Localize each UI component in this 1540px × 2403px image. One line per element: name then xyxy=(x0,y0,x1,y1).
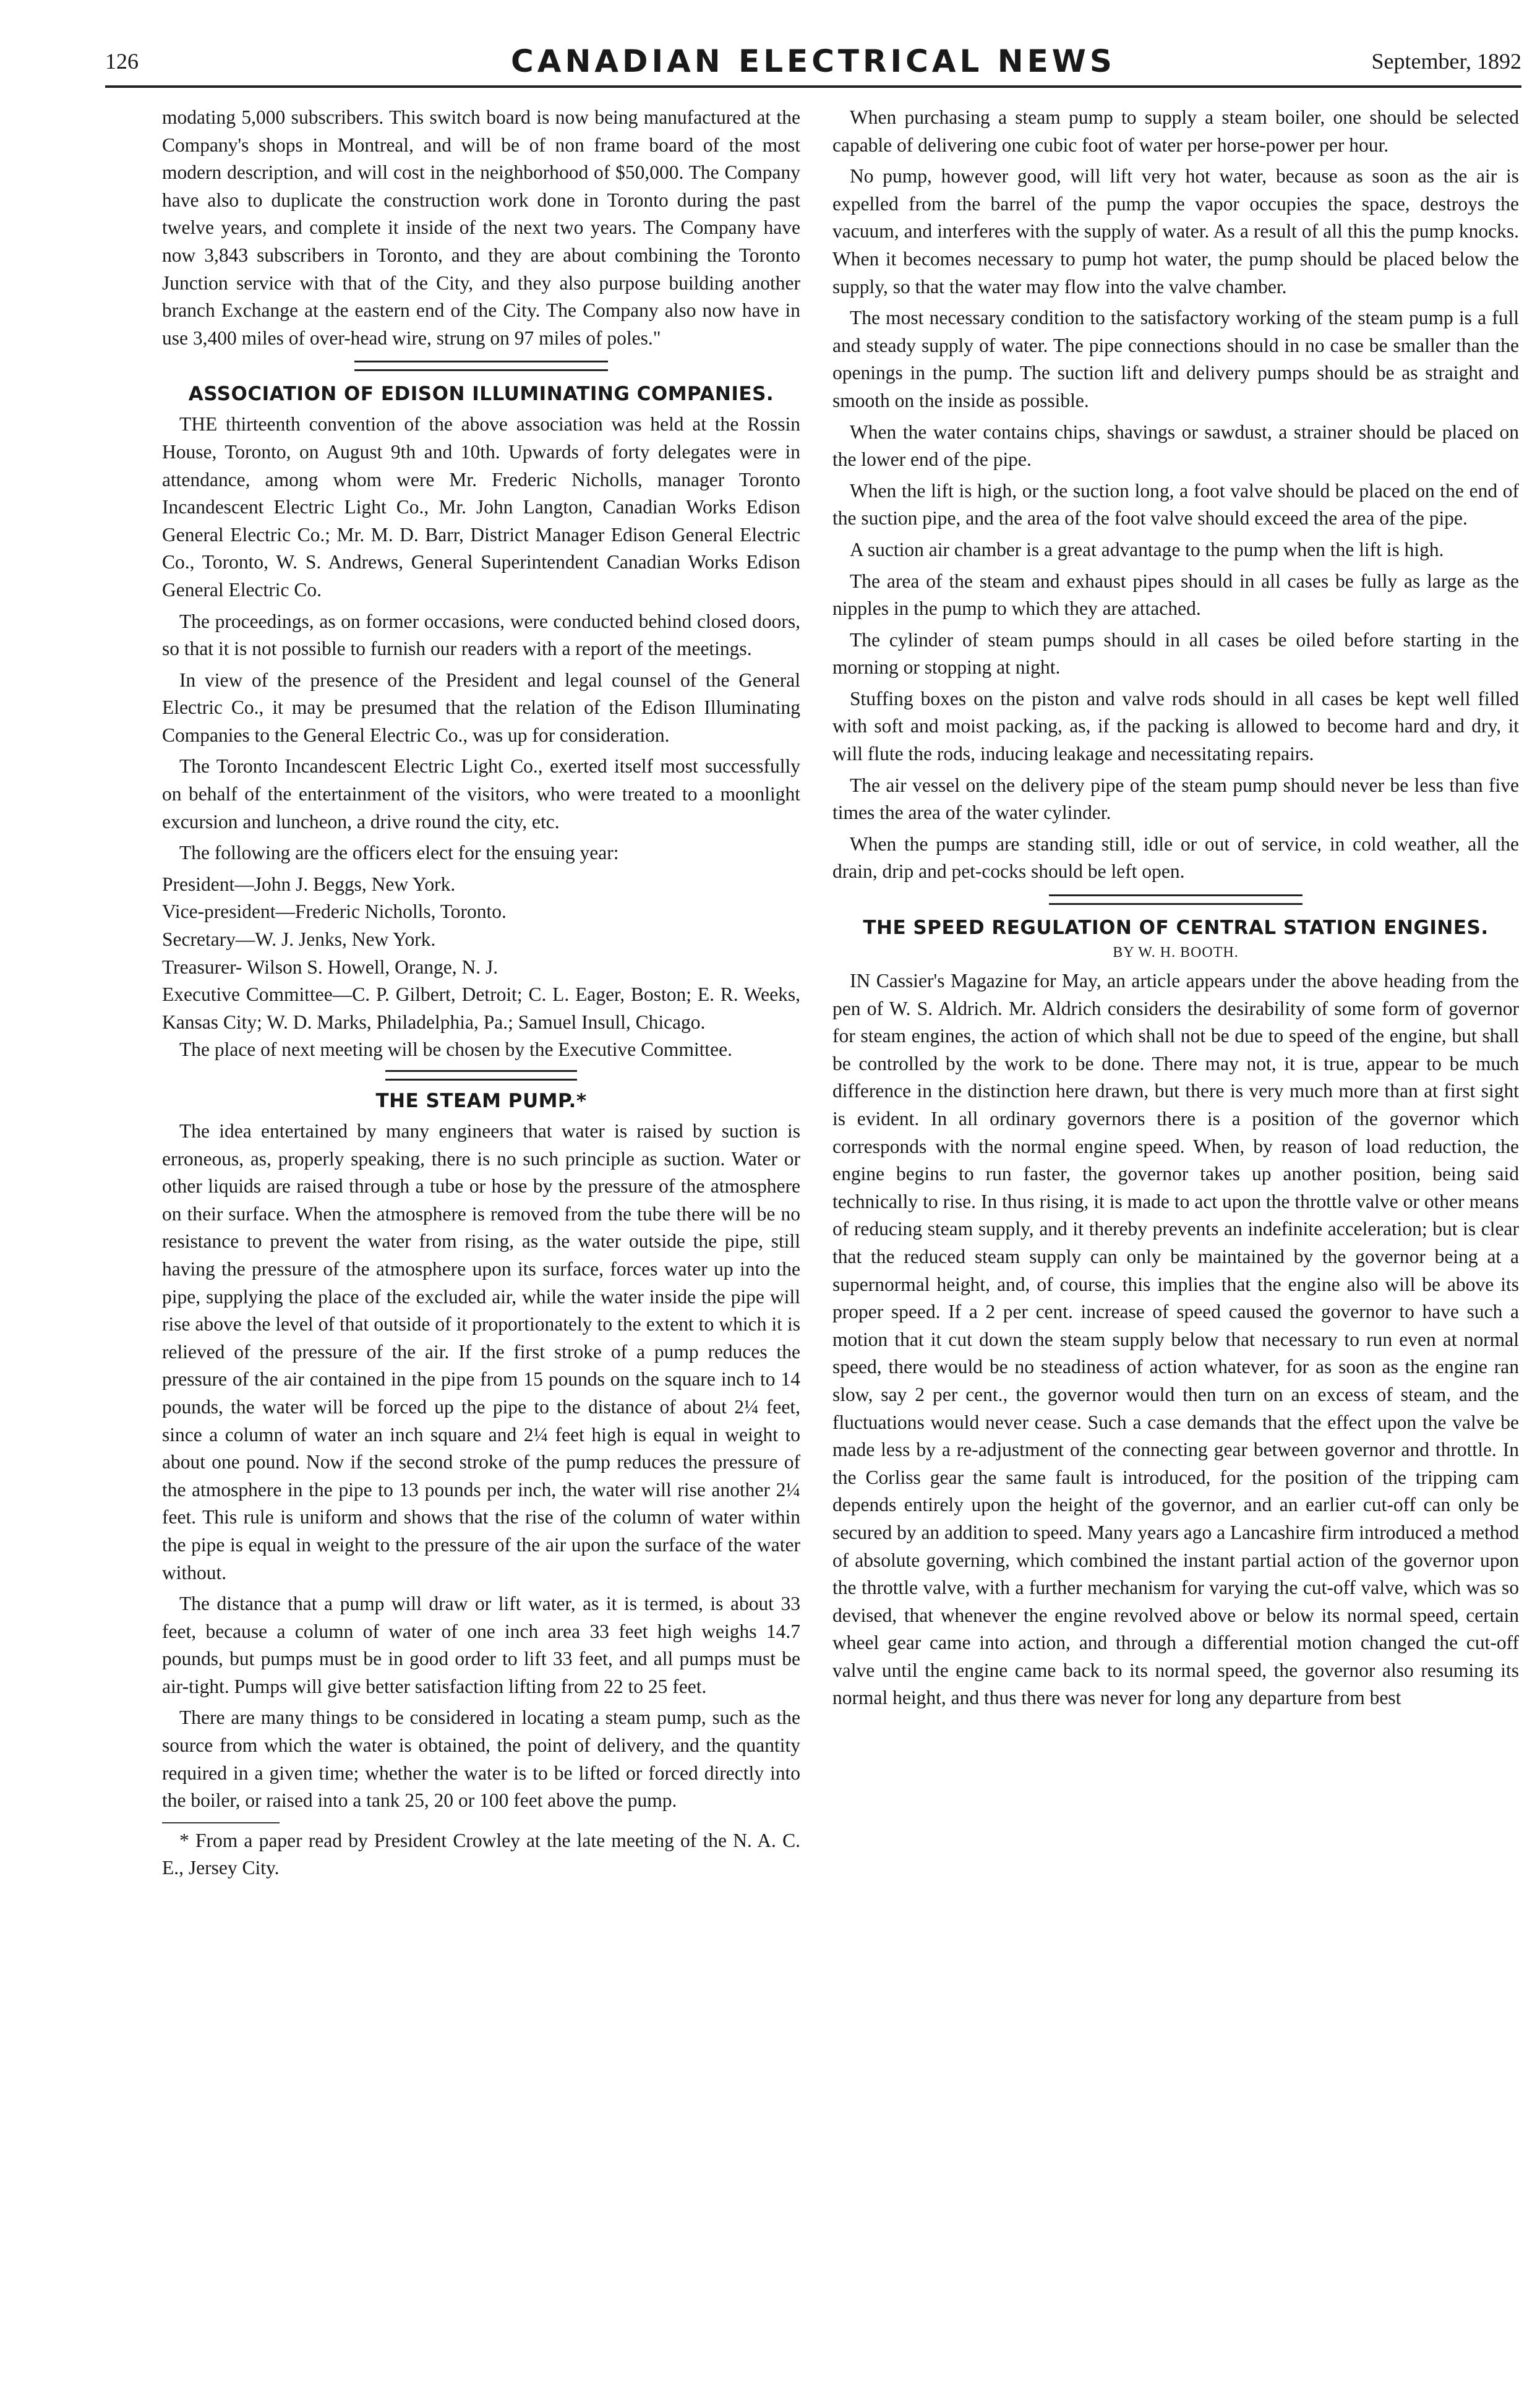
edison-paragraph: The following are the officers elect for the ensuing year: xyxy=(179,842,619,864)
left-column xyxy=(162,104,800,1886)
officer-treasurer: Treasurer- Wilson S. Howell, Orange, N. J. xyxy=(162,956,498,978)
steam-pump-paragraph: The most necessary condition to the satisfactory working of the steam pump is a full and steady supply of water. The pipe connections should in no case be smaller than the openings in the pump. The suction lift and delivery pumps should be as straight and smooth on the inside as possible. xyxy=(832,307,1519,411)
steam-pump-paragraph: When the pumps are standing still, idle or out of service, in cold weather, all the drain, drip and pet-cocks should be left open. xyxy=(832,833,1519,883)
steam-pump-paragraph: The idea entertained by many engineers that water is raised by suction is erroneous, as, properly speaking, there is no such principle as suction. Water or other liquids are raised through a tube or hose by the pressure of the atmosphere on their surface. When the atmosphere is removed from the tube there will be no resistance to prevent the water from rising, as the water outside the pipe, still having the pressure of the atmosphere upon its surface, forces water up into the pipe, supplying the place of the excluded air, while the water inside the pipe will rise above the level of that outside of it proportionately to the extent to which it is relieved of the pressure of the air. If the first stroke of a pump reduces the pressure of the air contained in the pipe from 15 pounds on the square inch to 14 pounds, the water will be forced up the pipe to the distance of about 2¼ feet, since a column of water an inch square and 2¼ feet high is equal in weight to about one pound. Now if the second stroke of the pump reduces the pressure of the atmosphere in the pipe to 13 pounds per inch, the water will rise another 2¼ feet. This rule is uniform and shows that the rise of the column of water within the pipe is equal in weight to the pressure of the air upon the surface of the water without. xyxy=(162,1120,800,1583)
section-divider xyxy=(354,361,608,371)
officer-secretary: Secretary—W. J. Jenks, New York. xyxy=(162,928,436,951)
edison-paragraph: THE thirteenth convention of the above association was held at the Rossin House, Toronto, on August 9th and 10th. Upwards of forty delegates were in attendance, among whom were Mr. Frederic Nicholls, manager Toronto Incandescent Electric Light Co., Mr. John Langton, Canadian Works Edison General Electric Co.; Mr. M. D. Barr, District Manager Edison General Electric Co., Toronto, W. S. Andrews, General Superintendent Canadian Works Edison General Electric Co. xyxy=(162,413,800,601)
page-header xyxy=(105,43,1521,88)
edison-association-heading: ASSOCIATION OF EDISON ILLUMINATING COMPANIES. xyxy=(188,383,774,406)
steam-pump-paragraph: The distance that a pump will draw or lift water, as it is termed, is about 33 feet, because a column of water of one inch area 33 feet high weighs 14.7 pounds, but pumps must be in good order to lift 33 feet, and all pumps must be air-tight. Pumps will give better satisfaction lifting from 22 to 25 feet. xyxy=(162,1593,800,1697)
footnote-rule xyxy=(162,1822,280,1823)
steam-pump-paragraph: No pump, however good, will lift very hot water, because as soon as the air is expelled from the barrel of the pump the vapor occupies the space, destroys the vacuum, and interferes with the supply of water. As a result of all this the pump knocks. When it becomes necessary to pump hot water, the pump should be placed below the supply, so that the water may flow into the valve chamber. xyxy=(832,165,1519,298)
steam-pump-paragraph: There are many things to be considered in locating a steam pump, such as the source from which the water is obtained, the point of delivery, and the quantity required in a given time; whether the water is to be lifted or forced directly into the boiler, or raised into a tank 25, 20 or 100 feet above the pump. xyxy=(162,1707,800,1812)
edison-paragraph: The place of next meeting will be chosen by the Executive Committee. xyxy=(179,1039,732,1061)
steam-pump-paragraph: A suction air chamber is a great advantage to the pump when the lift is high. xyxy=(850,538,1444,560)
section-divider xyxy=(385,1070,577,1081)
edison-paragraph: In view of the presence of the President and legal counsel of the General Electric Co., it may be presumed that the relation of the Edison Illuminating Companies to the General Electric Co., was up for consideration. xyxy=(162,669,800,746)
edison-paragraph: The proceedings, as on former occasions, were conducted behind closed doors, so that it is not possible to furnish our readers with a report of the meetings. xyxy=(162,610,800,660)
right-column xyxy=(832,104,1519,1716)
steam-pump-paragraph: The area of the steam and exhaust pipes should in all cases be fully as large as the nipples in the pump to which they are attached. xyxy=(832,570,1519,620)
officer-vice-president: Vice-president—Frederic Nicholls, Toronto. xyxy=(162,901,507,923)
publication-title: CANADIAN ELECTRICAL NEWS xyxy=(511,43,1116,79)
steam-pump-paragraph: The cylinder of steam pumps should in all cases be oiled before starting in the morning or stopping at night. xyxy=(832,628,1519,679)
issue-date: September, 1892 xyxy=(1371,49,1521,74)
speed-regulation-paragraph: IN Cassier's Magazine for May, an article appears under the above heading from the pen of W. S. Aldrich. Mr. Aldrich considers the desirability of some form of governor for steam engines, the action of which shall not be due to speed of the engine, but shall be controlled by the work to be done. There may not, it is true, appear to be much difference in the distinction here drawn, but there is very much more than at first sight is evident. In all ordinary governors there is a position of the governor which corresponds with the normal engine speed. When, by reason of load reduction, the engine begins to run faster, the governor takes up another position, being said technically to rise. In thus rising, it is made to act upon the throttle valve or other means of reducing steam supply, and it thereby prevents an indefinite acceleration; but is clear that the reduced steam supply can only be maintained by the governor being at a supernormal height, and, of course, this implies that the engine also will be above its proper speed. If a 2 per cent. increase of speed caused the governor to have such a motion that it cut down the steam supply below that necessary to run even at normal speed, there would be no steadiness of action whatever, for as soon as the engine ran slow, say 2 per cent., the governor would then turn on an excess of steam, and the fluctuations would never cease. Such a case demands that the effect upon the valve be made less by a re-adjustment of the connecting gear between governor and throttle. In the Corliss gear the same fault is introduced, for the position of the tripping cam depends entirely upon the height of the governor, and an earlier cut-off can only be secured by an addition to speed. Many years ago a Lancashire firm introduced a method of absolute governing, which combined the instant partial action of the governor upon the throttle valve, with a further mechanism for varying the cut-off valve, which was so devised, that whenever the engine revolved above or below its normal speed, certain wheel gear came into action, and through a differential motion changed the cut-off valve until the engine came back to its normal speed, the governor also resuming its normal height, and thus there was never for long any departure from best xyxy=(832,970,1519,1709)
telephone-intro-paragraph: modating 5,000 subscribers. This switch board is now being manufactured at the Company's shops in Montreal, and will be of non frame board of the most modern description, and will cost in the neighborhood of $50,000. The Company have also to duplicate the construction work done in Toronto during the past twelve years, and complete it inside of the next two years. The Company have now 3,843 subscribers in Toronto, and they are about combining the Toronto Junction service with that of the City, and they also purpose building another branch Exchange at the eastern end of the City. The Company also now have in use 3,400 miles of over-head wire, strung on 97 miles of poles." xyxy=(162,106,800,349)
steam-pump-paragraph: When the lift is high, or the suction long, a foot valve should be placed on the end of the suction pipe, and the area of the foot valve should exceed the area of the pipe. xyxy=(832,479,1519,529)
steam-pump-paragraph: When the water contains chips, shavings or sawdust, a strainer should be placed on the lower end of the pipe. xyxy=(832,421,1519,471)
officer-president: President—John J. Beggs, New York. xyxy=(162,873,456,895)
steam-pump-paragraph: When purchasing a steam pump to supply a steam boiler, one should be selected capable of delivering one cubic foot of water per horse-power per hour. xyxy=(832,106,1519,156)
steam-pump-paragraph: The air vessel on the delivery pipe of the steam pump should never be less than five times the area of the water cylinder. xyxy=(832,774,1519,824)
steam-pump-heading: THE STEAM PUMP.* xyxy=(375,1090,587,1112)
officer-executive-committee: Executive Committee—C. P. Gilbert, Detroit; C. L. Eager, Boston; E. R. Weeks, Kansas City; W. D. Marks, Philadelphia, Pa.; Samuel Insull, Chicago. xyxy=(162,983,800,1033)
author-byline: BY W. H. BOOTH. xyxy=(1113,944,1239,961)
footnote: * From a paper read by President Crowley at the late meeting of the N. A. C. E., Jersey City. xyxy=(162,1829,800,1879)
page-number: 126 xyxy=(105,49,139,74)
steam-pump-paragraph: Stuffing boxes on the piston and valve rods should in all cases be kept well filled with soft and moist packing, as, if the packing is allowed to become hard and dry, it will flute the rods, inducing leakage and necessitating repairs. xyxy=(832,687,1519,765)
edison-paragraph: The Toronto Incandescent Electric Light Co., exerted itself most successfully on behalf of the entertainment of the visitors, who were treated to a moonlight excursion and luncheon, a drive round the city, etc. xyxy=(162,755,800,833)
section-divider xyxy=(1049,894,1303,905)
speed-regulation-heading: THE SPEED REGULATION OF CENTRAL STATION ENGINES. xyxy=(863,917,1489,940)
